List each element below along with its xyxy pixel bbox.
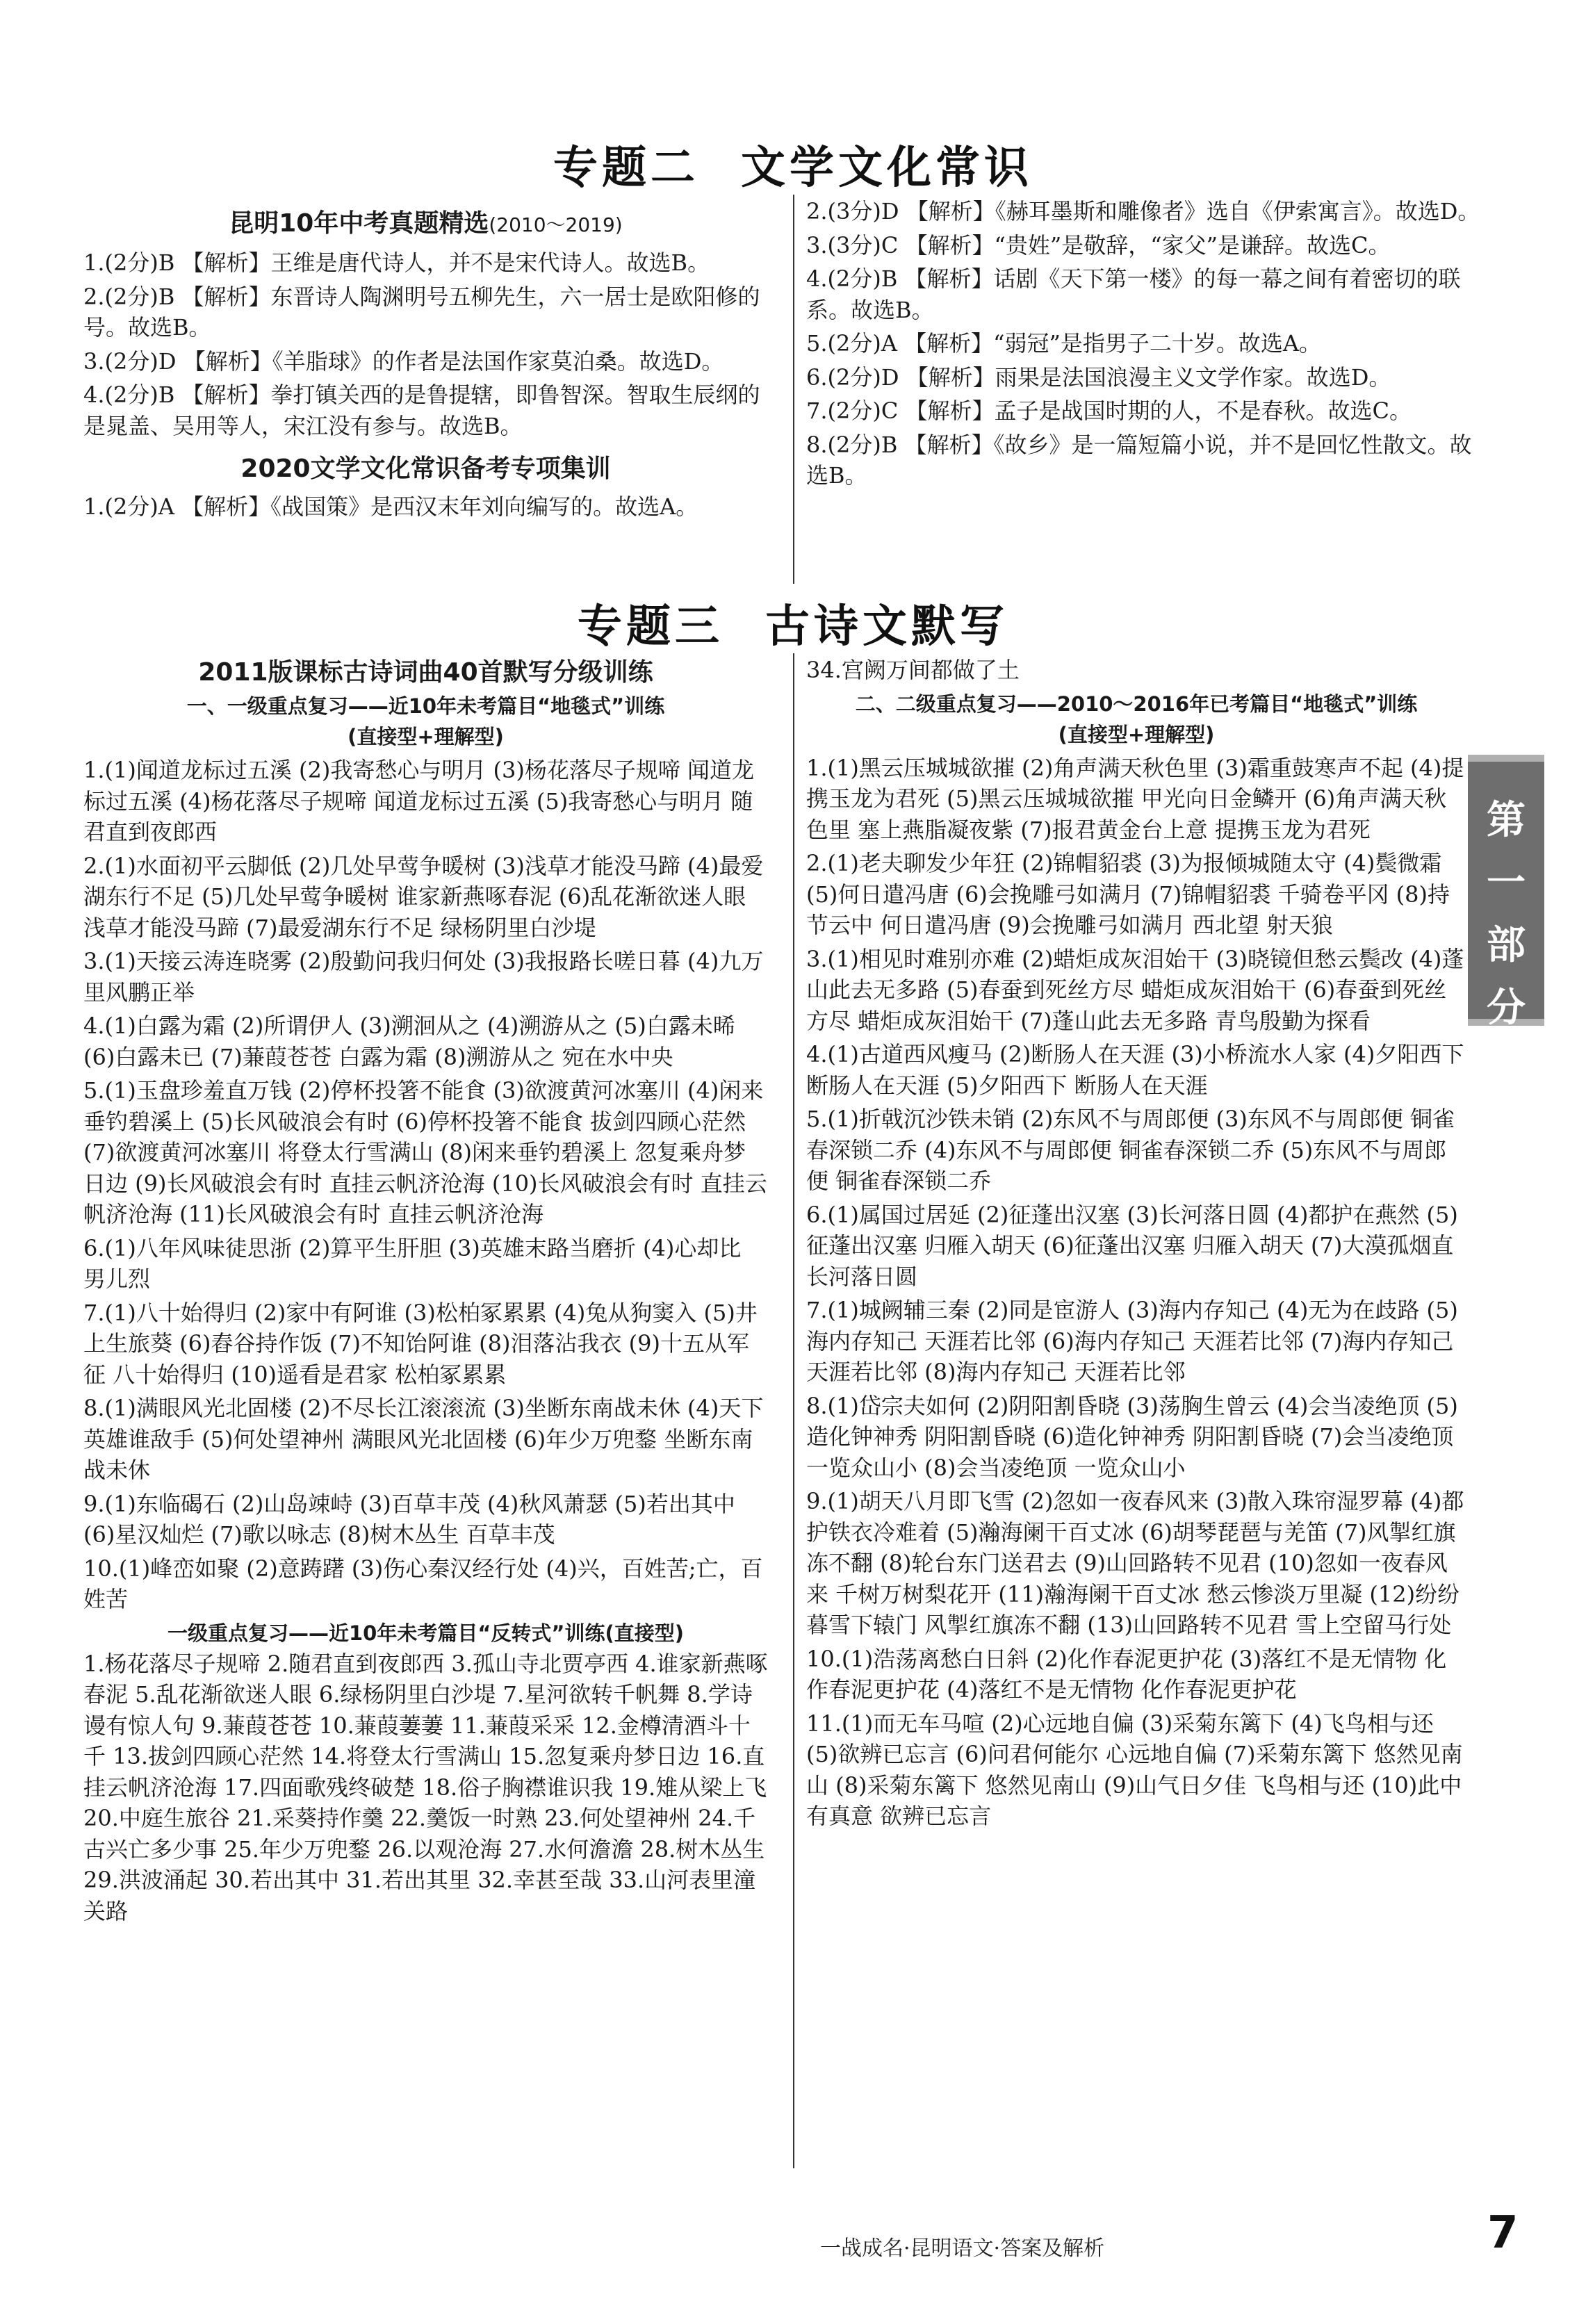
answer-item: 3.(3分)C 【解析】“贵姓”是敬辞，“家父”是谦辞。故选C。 [806, 231, 1391, 259]
answer-item: 1.(1)闻道龙标过五溪 (2)我寄愁心与明月 (3)杨花落尽子规啼 闻道龙标过五溪 (4)杨花落尽子规啼 闻道龙标过五溪 (5)我寄愁心与明月 随君直到夜郎西 [83, 757, 755, 845]
answer-item: 10.(1)峰峦如聚 (2)意踌躇 (3)伤心秦汉经行处 (4)兴，百姓苦;亡，百姓苦 [83, 1555, 763, 1612]
answer-item: 7.(1)城阙辅三秦 (2)同是宦游人 (3)海内存知己 (4)无为在歧路 (5)海内存知己 天涯若比邻 (6)海内存知己 天涯若比邻 (7)海内存知己 天涯若比邻 (8)海内存知己 天涯若比邻 [806, 1297, 1458, 1385]
answer-item: 11.(1)而无车马喧 (2)心远地自偏 (3)采菊东篱下 (4)飞鸟相与还 (5)欲辨已忘言 (6)问君何能尔 心远地自偏 (7)采菊东篱下 悠然见南山 (8)采菊东篱下 悠然见南山 (9)山气日夕佳 飞鸟相与还 (10)此中有真意 欲辨已忘言 [806, 1710, 1463, 1829]
answer-item: 5.(1)折戟沉沙铁未销 (2)东风不与周郎便 (3)东风不与周郎便 铜雀春深锁二乔 (4)东风不与周郎便 铜雀春深锁二乔 (5)东风不与周郎便 铜雀春深锁二乔 [806, 1106, 1455, 1194]
footer-text: 一战成名·昆明语文·答案及解析 [820, 2236, 1105, 2261]
answer-item: 3.(1)相见时难别亦难 (2)蜡炬成灰泪始干 (3)晓镜但愁云鬓改 (4)蓬山此去无多路 (5)春蚕到死丝方尽 蜡炬成灰泪始干 (6)春蚕到死丝方尽 蜡炬成灰泪始干 (7)蓬山此去无多路 青鸟殷勤为探看 [806, 945, 1464, 1034]
column-divider-top [793, 195, 794, 584]
topic2-sec2-list [83, 491, 768, 523]
answer-item: 1.(1)黑云压城城欲摧 (2)角声满天秋色里 (3)霜重鼓寒声不起 (4)提携玉龙为君死 (5)黑云压城城欲摧 甲光向日金鳞开 (6)角声满天秋色里 塞上燕脂凝夜紫 (7)报君黄金台上意 提携玉龙为君死 [806, 754, 1464, 843]
answer-item: 6.(1)八年风味徒思浙 (2)算平生肝胆 (3)英雄末路当磨折 (4)心却比 男儿烈 [83, 1234, 742, 1292]
answer-item: 6.(2分)D 【解析】雨果是法国浪漫主义文学作家。故选D。 [806, 363, 1391, 391]
answer-item: 4.(1)古道西风瘦马 (2)断肠人在天涯 (3)小桥流水人家 (4)夕阳西下 断肠人在天涯 (5)夕阳西下 断肠人在天涯 [806, 1041, 1464, 1099]
topic3-sub2-heading: 一级重点复习——近10年未考篇目“反转式”训练(直接型) [167, 1621, 684, 1645]
topic3-right-first: 34.宫阙万间都做了土 [806, 657, 1020, 683]
answer-item: 9.(1)胡天八月即飞雪 (2)忽如一夜春风来 (3)散入珠帘湿罗幕 (4)都护铁衣冷难着 (5)瀚海阑干百丈冰 (6)胡琴琵琶与羌笛 (7)风掣红旗冻不翻 (8)轮台东门送君去 (9)山回路转不见君 (10)忽如一夜春风来 千树万树梨花开 (11)瀚海阑干百丈冰 愁云惨淡万里凝 (12)纷纷暮雪下辕门 风掣红旗冻不翻 (13)山回路转不见君 雪上空留马行处 [806, 1488, 1464, 1638]
topic3-title-name: 古诗文默写 [765, 601, 1008, 653]
topic3-left-list [83, 755, 768, 1615]
topic3-right-column [806, 655, 1466, 1835]
topic3-right-list [806, 753, 1466, 1832]
topic2-right-list [806, 196, 1491, 491]
topic2-sec1-heading: 昆明10年中考真题精选(2010～2019) [229, 209, 623, 238]
answer-item: 8.(1)满眼风光北固楼 (2)不尽长江滚滚流 (3)坐断东南战未休 (4)天下英雄谁敌手 (5)何处望神州 满眼风光北固楼 (6)年少万兜鍪 坐断东南战未休 [83, 1395, 764, 1483]
topic3-sub3-heading: 二、二级重点复习——2010～2016年已考篇目“地毯式”训练 [855, 692, 1418, 716]
topic3-sub2-items: 1.杨花落尽子规啼 2.随君直到夜郎西 3.孤山寺北贾亭西 4.谁家新燕啄春泥 5.乱花渐欲迷人眼 6.绿杨阴里白沙堤 7.星河欲转千帆舞 8.学诗谩有惊人句 9.蒹葭苍苍 10.蒹葭萋萋 11.蒹葭采采 12.金樽清酒斗十千 13.拔剑四顾心茫然 14.将登太行雪满山 15.忽复乘舟梦日边 16.直挂云帆济沧海 17.四面歌残终破楚 18.俗子胸襟谁识我 19.雉从梁上飞 20.中庭生旅谷 21.采葵持作羹 22.羹饭一时熟 23.何处望神州 24.千古兴亡多少事 25.年少万兜鍪 26.以观沧海 27.水何澹澹 28.树木丛生 29.洪波涌起 30.若出其中 31.若出其里 32.幸甚至哉 33.山河表里潼关路 [83, 1650, 768, 1924]
answer-item: 1.(2分)A 【解析】《战国策》是西汉末年刘向编写的。故选A。 [83, 493, 698, 520]
side-tab-label: 第一部分 [1487, 798, 1526, 1031]
topic3-sub1-heading: 一、一级重点复习——近10年未考篇目“地毯式”训练 [186, 694, 665, 718]
answer-item: 5.(1)玉盘珍羞直万钱 (2)停杯投箸不能食 (3)欲渡黄河冰塞川 (4)闲来垂钓碧溪上 (5)长风破浪会有时 (6)停杯投箸不能食 拔剑四顾心茫然 (7)欲渡黄河冰塞川 将登太行雪满山 (8)闲来垂钓碧溪上 忽复乘舟梦日边 (9)长风破浪会有时 直挂云帆济沧海 (10)长风破浪会有时 直挂云帆济沧海 (11)长风破浪会有时 直挂云帆济沧海 [83, 1077, 767, 1227]
page-number: 7 [1487, 2207, 1519, 2259]
answer-item: 2.(1)水面初平云脚低 (2)几处早莺争暖树 (3)浅草才能没马蹄 (4)最爱湖东行不足 (5)几处早莺争暖树 谁家新燕啄春泥 (6)乱花渐欲迷人眼 浅草才能没马蹄 (7)最爱湖东行不足 绿杨阴里白沙堤 [83, 852, 764, 941]
topic3-sub1-type: (直接型+理解型) [348, 725, 504, 748]
answer-item: 3.(1)天接云涛连晓雾 (2)殷勤问我归何处 (3)我报路长嗟日暮 (4)九万里风鹏正举 [83, 948, 764, 1006]
answer-item: 4.(2分)B 【解析】话剧《天下第一楼》的每一幕之间有着密切的联系。故选B。 [806, 265, 1461, 323]
answer-item: 1.(2分)B 【解析】王维是唐代诗人，并不是宋代诗人。故选B。 [83, 249, 710, 276]
topic2-left-list [83, 247, 768, 441]
answer-item: 8.(2分)B 【解析】《故乡》是一篇短篇小说，并不是回忆性散文。故选B。 [806, 431, 1472, 489]
topic2-left-column [83, 203, 768, 525]
topic2-sec2-heading: 2020文学文化常识备考专项集训 [240, 455, 611, 483]
answer-item: 8.(1)岱宗夫如何 (2)阴阳割昏晓 (3)荡胸生曾云 (4)会当凌绝顶 (5)造化钟神秀 阴阳割昏晓 (6)造化钟神秀 阴阳割昏晓 (7)会当凌绝顶 一览众山小 (8)会当凌绝顶 一览众山小 [806, 1392, 1458, 1481]
topic2-title [0, 132, 1586, 196]
answer-item: 5.(2分)A 【解析】“弱冠”是指男子二十岁。故选A。 [806, 330, 1321, 357]
answer-item: 9.(1)东临碣石 (2)山岛竦峙 (3)百草丰茂 (4)秋风萧瑟 (5)若出其中 (6)星汉灿烂 (7)歌以咏志 (8)树木丛生 百草丰茂 [83, 1490, 735, 1548]
answer-item: 2.(1)老夫聊发少年狂 (2)锦帽貂裘 (3)为报倾城随太守 (4)鬓微霜 (5)何日遣冯唐 (6)会挽雕弓如满月 (7)锦帽貂裘 千骑卷平冈 (8)持节云中 何日遣冯唐 (9)会挽雕弓如满月 西北望 射天狼 [806, 850, 1450, 938]
topic3-sub3-type: (直接型+理解型) [1058, 722, 1215, 746]
answer-item: 3.(2分)D 【解析】《羊脂球》的作者是法国作家莫泊桑。故选D。 [83, 347, 724, 375]
answer-item: 7.(1)八十始得归 (2)家中有阿谁 (3)松柏冢累累 (4)兔从狗窦入 (5)井上生旅葵 (6)舂谷持作饭 (7)不知饴阿谁 (8)泪落沾我衣 (9)十五从军征 八十始得归 (10)遥看是君家 松柏冢累累 [83, 1299, 758, 1388]
topic3-left-column [83, 655, 768, 1929]
topic3-sec-heading: 2011版课标古诗词曲40首默写分级训练 [198, 658, 653, 687]
answer-item: 4.(1)白露为霜 (2)所谓伊人 (3)溯洄从之 (4)溯游从之 (5)白露未晞 (6)白露未已 (7)蒹葭苍苍 白露为霜 (8)溯游从之 宛在水中央 [83, 1013, 735, 1070]
answer-item: 2.(3分)D 【解析】《赫耳墨斯和雕像者》选自《伊索寓言》。故选D。 [806, 198, 1480, 224]
topic2-title-name: 文学文化常识 [741, 142, 1033, 194]
answer-item: 6.(1)属国过居延 (2)征蓬出汉塞 (3)长河落日圆 (4)都护在燕然 (5)征蓬出汉塞 归雁入胡天 (6)征蓬出汉塞 归雁入胡天 (7)大漠孤烟直 长河落日圆 [806, 1201, 1458, 1290]
column-divider-bottom [793, 653, 794, 2168]
answer-item: 7.(2分)C 【解析】孟子是战国时期的人，不是春秋。故选C。 [806, 398, 1412, 424]
answer-item: 4.(2分)B 【解析】拳打镇关西的是鲁提辖，即鲁智深。智取生辰纲的是晁盖、吴用等人，宋江没有参与。故选B。 [83, 382, 760, 439]
topic3-title-number: 专题三 [578, 601, 723, 653]
answer-item: 10.(1)浩荡离愁白日斜 (2)化作春泥更护花 (3)落红不是无情物 化作春泥更护花 (4)落红不是无情物 化作春泥更护花 [806, 1645, 1447, 1703]
section-side-tab: 第一部分 第 一 部 分 [1468, 755, 1544, 1026]
topic2-right-column [806, 196, 1491, 494]
topic2-title-number: 专题二 [553, 142, 699, 194]
answer-item: 2.(2分)B 【解析】东晋诗人陶渊明号五柳先生，六一居士是欧阳修的号。故选B。 [83, 283, 760, 341]
topic3-title [0, 591, 1586, 655]
